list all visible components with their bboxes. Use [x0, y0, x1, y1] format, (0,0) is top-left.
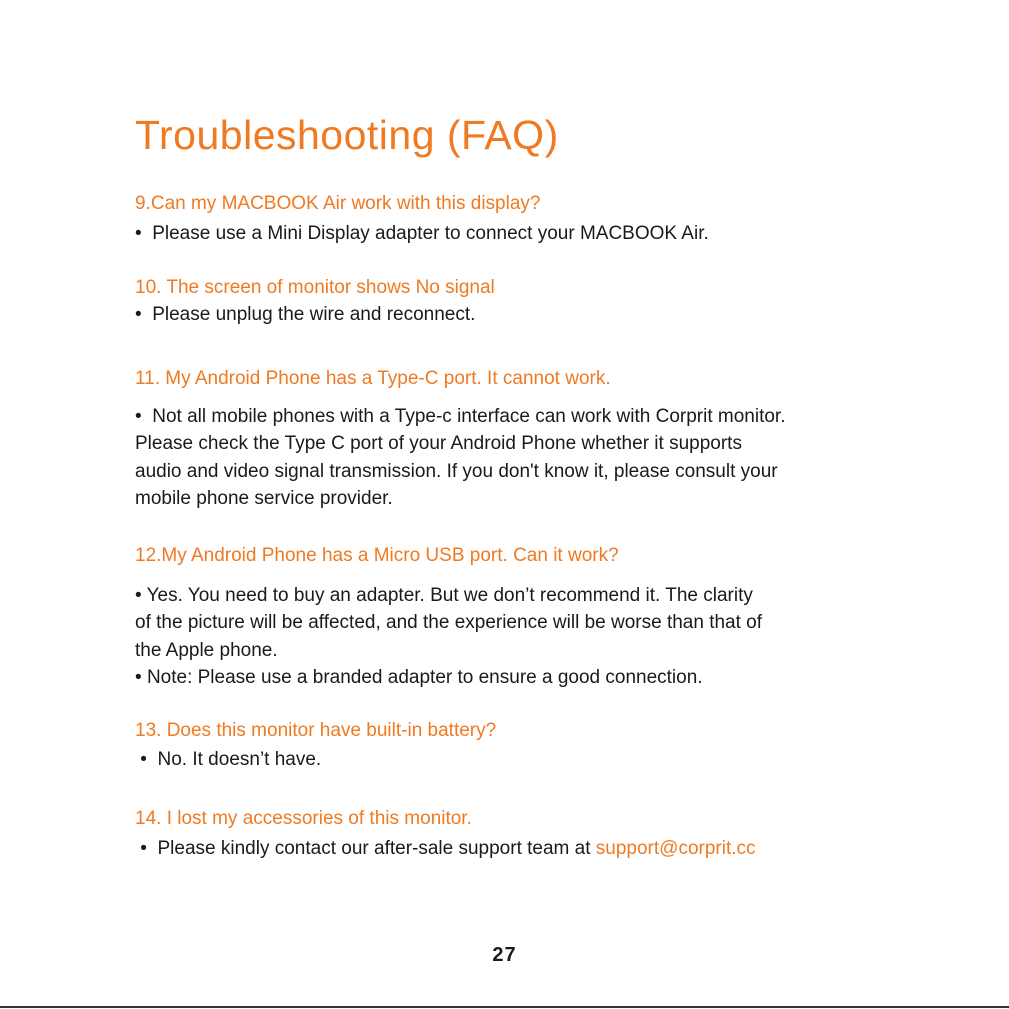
page-number: 27	[492, 944, 517, 966]
support-email-link[interactable]: support@corprit.cc	[595, 838, 756, 859]
answer-line: Note: Please use a branded adapter to ensure a good connection.	[146, 666, 703, 688]
bullet-icon: •	[135, 585, 142, 606]
faq-answer-10	[135, 301, 475, 328]
answer-line: Please use a Mini Display adapter to connect your MACBOOK Air.	[152, 223, 709, 244]
bullet-icon: •	[135, 666, 142, 688]
answer-line: No. It doesn’t have.	[157, 749, 322, 770]
bottom-divider	[0, 1006, 1009, 1008]
answer-line: Please unplug the wire and reconnect.	[152, 304, 476, 325]
answer-line-4: mobile phone service provider.	[135, 487, 393, 509]
faq-answer-9	[135, 220, 709, 247]
answer-line: Yes. You need to buy an adapter. But we don’t recommend it. The clarity	[146, 585, 753, 606]
faq-question-13: 13. Does this monitor have built-in battery?	[135, 720, 497, 741]
answer-line-4	[135, 664, 762, 691]
bullet-icon: •	[135, 223, 142, 244]
answer-line: Please kindly contact our after-sale support team at	[157, 838, 596, 859]
faq-answer-14	[135, 835, 756, 862]
faq-answer-11	[135, 403, 785, 512]
answer-line-2: Please check the Type C port of your Android Phone whether it supports	[135, 433, 742, 455]
answer-line-3: the Apple phone.	[135, 639, 278, 661]
faq-question-9: 9.Can my MACBOOK Air work with this display?	[135, 193, 541, 214]
bullet-icon: •	[140, 749, 147, 770]
faq-question-14: 14. I lost my accessories of this monitor.	[135, 808, 472, 829]
faq-answer-12	[135, 582, 762, 691]
answer-line: Not all mobile phones with a Type-c interface can work with Corprit monitor.	[152, 406, 786, 427]
answer-line-2: of the picture will be affected, and the experience will be worse than that of	[135, 612, 763, 634]
page-title: Troubleshooting (FAQ)	[135, 112, 559, 158]
bullet-icon: •	[140, 838, 147, 859]
bullet-icon: •	[135, 304, 142, 325]
answer-line-1	[135, 403, 785, 430]
faq-question-11: 11. My Android Phone has a Type-C port. It cannot work.	[135, 368, 611, 389]
faq-question-12: 12.My Android Phone has a Micro USB port. Can it work?	[135, 545, 619, 566]
answer-line-1	[135, 582, 762, 609]
faq-question-10: 10. The screen of monitor shows No signal	[135, 277, 495, 298]
faq-answer-13	[135, 746, 321, 773]
answer-line-3: audio and video signal transmission. If you don't know it, please consult your	[135, 460, 778, 482]
bullet-icon: •	[135, 406, 142, 427]
